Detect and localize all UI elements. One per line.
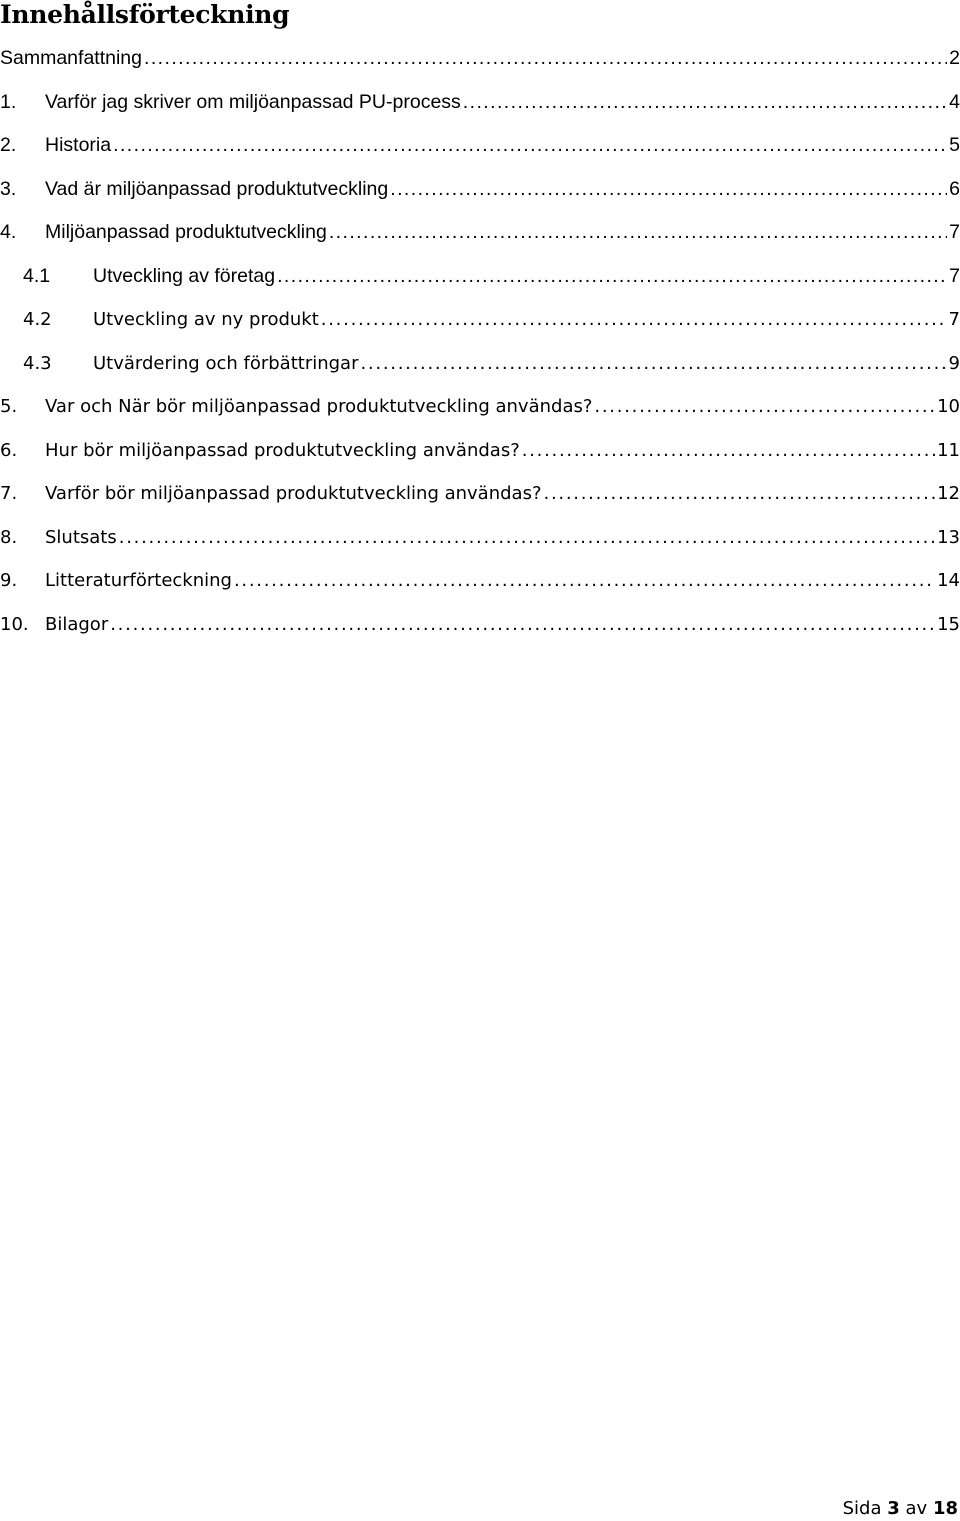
toc-entry-page: 10 (937, 396, 960, 418)
footer-middle: av (905, 1498, 928, 1519)
toc-entry[interactable] (0, 429, 960, 473)
toc-dot-leader (594, 396, 935, 417)
footer-total-pages: 18 (932, 1498, 958, 1519)
toc-entry-page: 15 (937, 613, 960, 635)
toc-dot-leader (277, 265, 947, 288)
toc-entry-title: Miljöanpassad produktutveckling (45, 221, 327, 244)
toc-entry[interactable] (0, 603, 960, 647)
toc-entry-title: Varför jag skriver om miljöanpassad PU-process (45, 90, 461, 113)
toc-dot-leader (119, 527, 935, 548)
footer-prefix: Sida (842, 1498, 882, 1519)
toc-dot-leader (321, 309, 947, 330)
toc-entry-page: 7 (949, 264, 960, 287)
toc-entry-number: 4.2 (23, 309, 52, 331)
toc-entry-page: 5 (949, 134, 960, 157)
toc-entry-number: 10. (0, 613, 29, 635)
toc-entry-number: 5. (0, 396, 18, 418)
toc-dot-leader (113, 134, 947, 157)
toc-dot-leader (390, 178, 947, 201)
toc-entry[interactable] (0, 124, 960, 168)
toc-dot-leader (110, 614, 935, 635)
toc-entry-page: 2 (949, 47, 960, 70)
toc-entry-number: 7. (0, 483, 18, 505)
toc-entry[interactable] (0, 559, 960, 603)
toc-entry[interactable] (0, 516, 960, 560)
toc-entry-title: Litteraturförteckning (45, 570, 232, 592)
toc-entry-page: 14 (937, 570, 960, 592)
toc-entry-page: 7 (949, 221, 960, 244)
toc-entry-page: 12 (937, 483, 960, 505)
toc-entry[interactable] (0, 342, 960, 386)
toc-entry-title: Sammanfattning (0, 47, 142, 70)
toc-dot-leader (329, 221, 947, 244)
toc-entry-number: 8. (0, 526, 18, 548)
toc-entry-title: Utvärdering och förbättringar (93, 352, 359, 374)
table-of-contents (0, 37, 960, 646)
toc-entry-title: Utveckling av ny produkt (93, 309, 319, 331)
page-title: Innehållsförteckning (0, 0, 290, 29)
page-footer (843, 1498, 958, 1519)
toc-entry[interactable] (0, 298, 960, 342)
toc-dot-leader (544, 483, 936, 504)
toc-dot-leader (144, 47, 947, 70)
toc-entry[interactable] (0, 37, 960, 81)
toc-entry-page: 6 (949, 177, 960, 200)
toc-entry-page: 11 (937, 439, 960, 461)
toc-entry-title: Historia (45, 134, 112, 157)
toc-entry-title: Varför bör miljöanpassad produktutveckling användas? (45, 483, 542, 505)
toc-entry[interactable] (0, 472, 960, 516)
toc-entry-number: 4. (0, 221, 17, 244)
toc-entry[interactable] (0, 211, 960, 255)
toc-entry-number: 1. (0, 90, 17, 113)
toc-entry-title: Bilagor (45, 613, 109, 635)
toc-entry-number: 4.3 (23, 352, 52, 374)
toc-entry-title: Utveckling av företag (93, 264, 276, 287)
toc-dot-leader (234, 570, 935, 591)
toc-entry-number: 3. (0, 177, 17, 200)
toc-entry-title: Hur bör miljöanpassad produktutveckling användas? (45, 439, 520, 461)
toc-entry[interactable] (0, 385, 960, 429)
toc-dot-leader (463, 91, 947, 114)
toc-dot-leader (360, 353, 946, 374)
toc-entry-title: Var och När bör miljöanpassad produktutveckling användas? (45, 396, 593, 418)
footer-current-page: 3 (887, 1498, 900, 1519)
toc-entry-page: 9 (948, 352, 960, 374)
toc-entry-number: 4.1 (23, 264, 51, 287)
toc-entry-page: 13 (937, 526, 960, 548)
toc-entry-title: Vad är miljöanpassad produktutveckling (45, 177, 389, 200)
toc-entry-page: 4 (949, 90, 960, 113)
toc-entry-number: 6. (0, 439, 18, 461)
toc-entry-number: 2. (0, 134, 17, 157)
toc-entry-number: 9. (0, 570, 18, 592)
toc-dot-leader (522, 440, 935, 461)
toc-entry-title: Slutsats (45, 526, 117, 548)
toc-entry[interactable] (0, 168, 960, 212)
toc-entry-page: 7 (948, 309, 960, 331)
toc-entry[interactable] (0, 255, 960, 299)
toc-entry[interactable] (0, 81, 960, 125)
